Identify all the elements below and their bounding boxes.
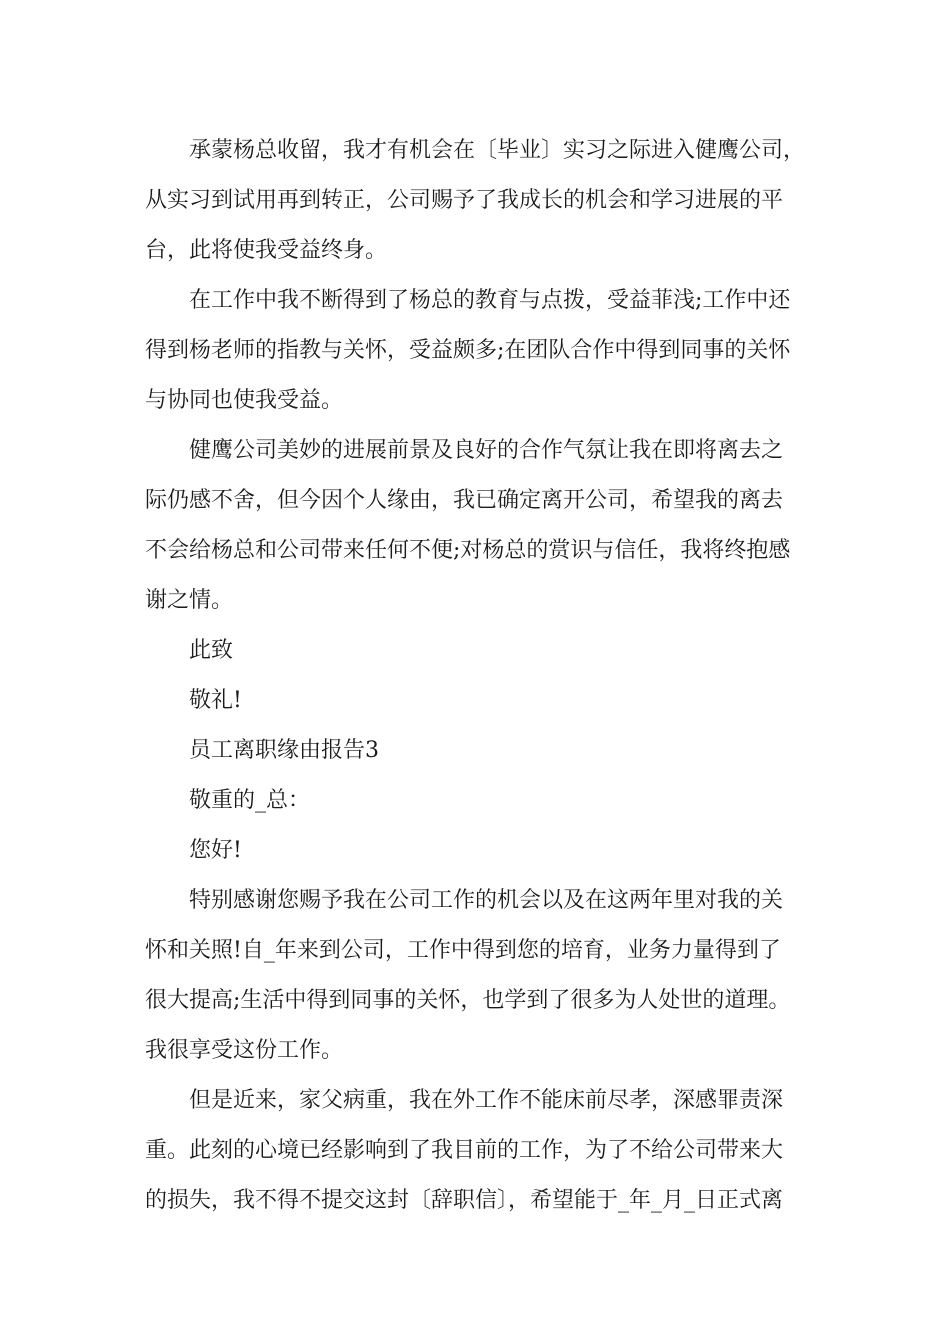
- closing-regards: 敬礼!: [189, 688, 242, 713]
- paragraph-guidance: 在工作中我不断得到了杨总的教育与点拨，受益菲浅;工作中还 得到杨老师的指教与关怀，受益颇多;在团队合作中得到同事的关怀 与协同也使我受益。: [145, 288, 791, 413]
- document-body: [145, 126, 809, 1226]
- letter-hello: 您好!: [189, 838, 242, 863]
- paragraph-gratitude-internship: 承蒙杨总收留，我才有机会在〔毕业〕实习之际进入健鹰公司， 从实习到试用再到转正，公司赐予了我成长的机会和学习进展的平 台，此将使我受益终身。: [145, 138, 806, 263]
- letter-greeting: 敬重的_总：: [189, 788, 311, 813]
- paragraph-family-illness: 但是近来，家父病重，我在外工作不能床前尽孝，深感罪责深 重。此刻的心境已经影响到了我目前的工作，为了不给公司带来大 的损失，我不得不提交这封〔辞职信〕，希望能于_年_月_日正式离: [145, 1088, 784, 1213]
- paragraph-leaving-reason: 健鹰公司美妙的进展前景及良好的合作气氛让我在即将离去之 际仍感不舍，但今因个人缘由，我已确定离开公司，希望我的离去 不会给杨总和公司带来任何不便;对杨总的赏识与信任，我将终抱感 谢之情。: [145, 438, 791, 613]
- section-heading: 员工离职缘由报告3: [189, 738, 379, 763]
- paragraph-thanks: 特别感谢您赐予我在公司工作的机会以及在这两年里对我的关 怀和关照!自_年来到公司，工作中得到您的培育，业务力量得到了 很大提高;生活中得到同事的关怀，也学到了很多为人处世的道理。 我很享受这份工作。: [145, 888, 791, 1063]
- closing-salutation: 此致: [189, 638, 234, 663]
